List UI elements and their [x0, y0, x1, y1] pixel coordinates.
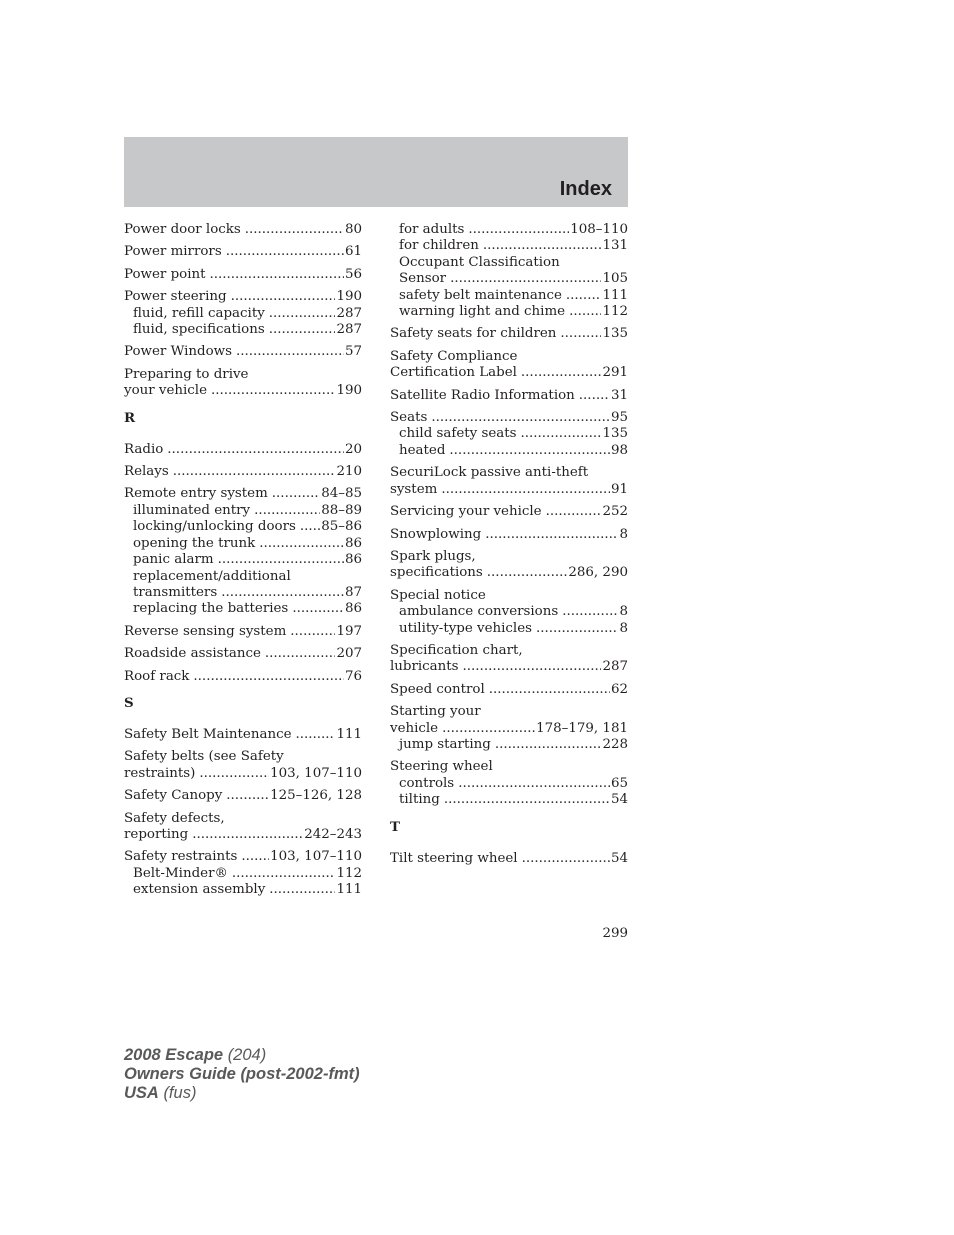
entry-page-ref: 287: [336, 322, 362, 338]
footer-guide: Owners Guide (post-2002-fmt): [124, 1065, 360, 1083]
index-entry: [124, 624, 362, 640]
index-entry-line: [390, 721, 628, 737]
entry-term: Safety Compliance: [390, 348, 518, 364]
dot-leader: [173, 464, 336, 480]
index-subentry-line: [390, 271, 628, 287]
index-entry: [124, 486, 362, 617]
index-entry: [124, 849, 362, 898]
dot-leader: [463, 659, 602, 675]
entry-term: child safety seats: [399, 426, 517, 442]
index-entry-line: [390, 759, 628, 775]
index-subentry-line: [390, 426, 628, 442]
index-entry: [124, 669, 362, 685]
dot-leader: [269, 882, 335, 898]
index-entry-line: [124, 788, 362, 804]
entry-term: for adults: [399, 222, 465, 237]
index-entry: [390, 527, 628, 543]
entry-page-ref: 8: [619, 620, 628, 636]
page-title: Index: [559, 178, 612, 200]
dot-leader: [444, 792, 610, 808]
dot-leader: [442, 721, 535, 737]
index-entry-line: [390, 388, 628, 404]
index-entry: [124, 727, 362, 743]
entry-page-ref: 86: [344, 552, 362, 568]
dot-leader: [236, 344, 344, 360]
entry-page-ref: 197: [336, 623, 362, 639]
entry-term: for children: [399, 238, 479, 254]
entry-page-ref: 286, 290: [568, 565, 628, 581]
section-letter: S: [124, 694, 134, 711]
index-entry-line: [390, 365, 628, 381]
entry-term: Certification Label: [390, 365, 517, 381]
entry-term: Safety belts (see Safety: [124, 749, 284, 765]
entry-page-ref: 190: [336, 383, 362, 399]
entry-page-ref: 98: [610, 442, 628, 458]
index-entry: [124, 749, 362, 782]
entry-term: Special notice: [390, 587, 486, 603]
index-entry: [390, 349, 628, 382]
dot-leader: [562, 604, 618, 620]
dot-leader: [210, 267, 344, 283]
index-subentry-line: [390, 304, 628, 320]
index-subentry-line: [390, 604, 628, 620]
entry-term: Servicing your vehicle: [390, 504, 542, 520]
entry-term: Starting your: [390, 704, 481, 720]
index-entry-line: [124, 486, 362, 502]
index-entry-line: [124, 289, 362, 305]
entry-page-ref: 65: [610, 775, 628, 791]
dot-leader: [441, 482, 610, 498]
entry-page-ref: 62: [610, 681, 628, 697]
footer-model: 2008 Escape: [124, 1046, 224, 1064]
index-entry-line: [390, 565, 628, 581]
dot-leader: [495, 737, 602, 753]
index-entry-line: [124, 669, 362, 685]
entry-term: extension assembly: [133, 882, 266, 898]
dot-leader: [290, 624, 335, 640]
index-entry-line: [390, 482, 628, 498]
entry-page-ref: 135: [602, 426, 628, 442]
dot-leader: [560, 326, 601, 342]
entry-page-ref: 20: [344, 441, 362, 457]
dot-leader: [199, 766, 269, 782]
footer-line-market: [124, 1084, 360, 1103]
entry-page-ref: 252: [602, 504, 628, 520]
index-entry: [390, 704, 628, 753]
entry-term: Reverse sensing system: [124, 623, 287, 639]
index-entry-line: [390, 465, 628, 481]
entry-term: tilting: [399, 792, 440, 808]
dot-leader: [458, 776, 610, 792]
index-entry: [124, 367, 362, 400]
entry-term: panic alarm: [133, 552, 214, 568]
index-entry-line: [390, 682, 628, 698]
index-entry: [124, 344, 362, 360]
entry-term: warning light and chime: [399, 304, 566, 320]
entry-term: system: [390, 481, 438, 497]
entry-page-ref: 287: [336, 305, 362, 321]
entry-term: utility-type vehicles: [399, 620, 532, 636]
entry-term: Power point: [124, 266, 206, 282]
entry-term: vehicle: [390, 720, 439, 736]
section-letter: T: [390, 818, 400, 835]
index-entry: [390, 326, 628, 342]
dot-leader: [468, 222, 569, 238]
entry-term: transmitters: [133, 584, 218, 600]
entry-term: ambulance conversions: [399, 604, 559, 620]
dot-leader: [450, 271, 601, 287]
index-subentry-line: [124, 866, 362, 882]
dot-leader: [431, 410, 610, 426]
dot-leader: [272, 486, 320, 502]
entry-page-ref: 76: [344, 668, 362, 684]
entry-term: Remote entry system: [124, 486, 268, 502]
entry-term: Tilt steering wheel: [390, 850, 518, 866]
entry-term: restraints): [124, 765, 196, 781]
dot-leader: [226, 244, 344, 260]
index-subentry-line: [124, 503, 362, 519]
entry-page-ref: 84–85: [321, 486, 362, 502]
index-subentry-line: [390, 621, 628, 637]
dot-leader: [483, 238, 602, 254]
index-entry: [124, 788, 362, 804]
index-entry-line: [390, 504, 628, 520]
dot-leader: [226, 788, 269, 804]
entry-term: lubricants: [390, 659, 459, 675]
entry-page-ref: 131: [602, 238, 628, 254]
index-column-right: [390, 222, 628, 873]
page-number: 299: [602, 926, 628, 941]
index-entry-line: [390, 659, 628, 675]
index-entry-line: [124, 827, 362, 843]
index-subentry-line: [124, 601, 362, 617]
entry-term: Power door locks: [124, 222, 241, 237]
index-subentry-line: [124, 569, 362, 585]
entry-page-ref: 112: [602, 304, 628, 320]
index-entry: [124, 464, 362, 480]
dot-leader: [241, 849, 269, 865]
entry-term: reporting: [124, 826, 189, 842]
index-subentry-line: [390, 443, 628, 459]
entry-page-ref: 56: [344, 266, 362, 282]
section-letter: R: [124, 409, 136, 426]
index-entry-line: [124, 442, 362, 458]
index-entry: [124, 811, 362, 844]
index-entry-line: [124, 344, 362, 360]
entry-page-ref: 31: [610, 387, 628, 403]
dot-leader: [579, 388, 610, 404]
index-entry: [124, 222, 362, 238]
entry-page-ref: 8: [619, 526, 628, 542]
entry-page-ref: 88–89: [321, 502, 362, 518]
entry-page-ref: 105: [602, 271, 628, 287]
dot-leader: [566, 288, 602, 304]
index-entry-line: [390, 527, 628, 543]
index-entry-line: [124, 766, 362, 782]
index-entry: [124, 442, 362, 458]
entry-term: Safety defects,: [124, 810, 225, 826]
footer-line-guide: [124, 1065, 360, 1084]
index-entry-line: [124, 244, 362, 260]
entry-page-ref: 111: [336, 726, 362, 742]
entry-term: fluid, refill capacity: [133, 305, 265, 321]
dot-leader: [167, 442, 344, 458]
index-subentry-line: [390, 238, 628, 254]
entry-page-ref: 80: [344, 222, 362, 237]
index-entry-line: [124, 464, 362, 480]
index-subentry-line: [390, 222, 628, 238]
index-subentry-line: [390, 255, 628, 271]
entry-page-ref: 103, 107–110: [270, 849, 362, 865]
entry-page-ref: 87: [344, 584, 362, 600]
entry-term: Power Windows: [124, 344, 232, 360]
footer-line-model: [124, 1046, 360, 1065]
dot-leader: [292, 601, 344, 617]
entry-page-ref: 86: [344, 535, 362, 551]
index-entry-line: [390, 326, 628, 342]
entry-term: Relays: [124, 464, 169, 480]
entry-page-ref: 112: [336, 865, 362, 881]
dot-leader: [231, 289, 336, 305]
header-band: [124, 137, 628, 207]
index-entry-line: [390, 704, 628, 720]
entry-term: Power mirrors: [124, 244, 222, 260]
entry-page-ref: 57: [344, 344, 362, 360]
entry-term: locking/unlocking doors: [133, 519, 296, 535]
entry-page-ref: 210: [336, 464, 362, 480]
dot-leader: [521, 426, 602, 442]
entry-term: Belt-Minder®: [133, 865, 228, 881]
dot-leader: [265, 646, 336, 662]
index-subentry-line: [390, 776, 628, 792]
index-entry: [390, 549, 628, 582]
index-subentry-line: [124, 552, 362, 568]
dot-leader: [489, 682, 610, 698]
index-entry: [390, 504, 628, 520]
entry-page-ref: 91: [610, 481, 628, 497]
entry-term: Power steering: [124, 289, 227, 305]
entry-term: Spark plugs,: [390, 548, 476, 564]
index-entry-line: [124, 646, 362, 662]
index-entry: [390, 759, 628, 808]
entry-page-ref: 242–243: [304, 826, 362, 842]
dot-leader: [192, 827, 303, 843]
index-subentry-line: [124, 519, 362, 535]
dot-leader: [487, 565, 568, 581]
entry-term: safety belt maintenance: [399, 287, 562, 303]
index-entry-line: [124, 749, 362, 765]
entry-page-ref: 178–179, 181: [536, 720, 628, 736]
index-subentry-line: [390, 737, 628, 753]
dot-leader: [269, 306, 336, 322]
index-entry: [390, 682, 628, 698]
index-subentry-line: [124, 882, 362, 898]
entry-term: illuminated entry: [133, 502, 251, 518]
entry-page-ref: 190: [336, 289, 362, 305]
index-entry-line: [390, 643, 628, 659]
entry-term: Preparing to drive: [124, 366, 249, 382]
entry-term: jump starting: [399, 736, 491, 752]
dot-leader: [536, 621, 618, 637]
entry-term: Satellite Radio Information: [390, 387, 575, 403]
entry-page-ref: 85–86: [321, 519, 362, 535]
entry-term: specifications: [390, 565, 483, 581]
dot-leader: [546, 504, 602, 520]
entry-term: Roadside assistance: [124, 646, 261, 662]
index-subentry-line: [124, 322, 362, 338]
index-entry: [390, 222, 628, 320]
dot-leader: [300, 519, 320, 535]
entry-term: Safety Belt Maintenance: [124, 726, 292, 742]
dot-leader: [211, 383, 335, 399]
index-entry-line: [124, 267, 362, 283]
entry-term: Safety restraints: [124, 849, 238, 865]
index-entry-line: [124, 222, 362, 238]
dot-leader: [521, 365, 602, 381]
dot-leader: [269, 322, 336, 338]
dot-leader: [569, 304, 601, 320]
entry-page-ref: 287: [602, 659, 628, 675]
entry-term: replacement/additional: [133, 568, 291, 584]
entry-term: Sensor: [399, 271, 447, 287]
index-entry: [390, 643, 628, 676]
index-entry-line: [124, 624, 362, 640]
entry-term: opening the trunk: [133, 535, 256, 551]
document-footer: [124, 1046, 360, 1103]
entry-term: your vehicle: [124, 383, 208, 399]
index-entry-line: [390, 588, 628, 604]
footer-market: USA: [124, 1084, 159, 1102]
index-entry-line: [124, 367, 362, 383]
index-subentry-line: [124, 536, 362, 552]
index-entry-line: [124, 849, 362, 865]
entry-term: controls: [399, 775, 455, 791]
index-entry-line: [390, 410, 628, 426]
entry-page-ref: 8: [619, 604, 628, 620]
dot-leader: [485, 527, 618, 543]
index-entry: [124, 646, 362, 662]
footer-market-code: (fus): [163, 1084, 197, 1102]
dot-leader: [449, 443, 610, 459]
index-entry-line: [124, 811, 362, 827]
entry-page-ref: 103, 107–110: [270, 765, 362, 781]
entry-page-ref: 291: [602, 365, 628, 381]
index-entry: [390, 465, 628, 498]
index-entry: [390, 588, 628, 637]
index-entry: [390, 388, 628, 404]
index-entry: [390, 851, 628, 867]
entry-page-ref: 135: [602, 326, 628, 342]
index-entry-line: [124, 383, 362, 399]
entry-term: Safety Canopy: [124, 788, 223, 804]
entry-term: Steering wheel: [390, 759, 493, 775]
dot-leader: [193, 669, 344, 685]
index-entry: [124, 289, 362, 338]
entry-page-ref: 111: [602, 287, 628, 303]
entry-term: replacing the batteries: [133, 601, 289, 617]
dot-leader: [522, 851, 610, 867]
entry-term: Seats: [390, 410, 428, 426]
entry-term: Snowplowing: [390, 526, 482, 542]
dot-leader: [245, 222, 344, 238]
entry-page-ref: 111: [336, 882, 362, 898]
entry-term: Safety seats for children: [390, 326, 557, 342]
entry-page-ref: 86: [344, 601, 362, 617]
index-entry-line: [390, 549, 628, 565]
entry-term: SecuriLock passive anti-theft: [390, 465, 589, 481]
entry-term: Roof rack: [124, 668, 190, 684]
index-subentry-line: [390, 792, 628, 808]
dot-leader: [259, 536, 344, 552]
index-entry: [390, 410, 628, 459]
entry-term: Specification chart,: [390, 642, 523, 658]
entry-page-ref: 108–110: [570, 222, 628, 237]
index-subentry-line: [390, 288, 628, 304]
index-entry: [124, 244, 362, 260]
entry-page-ref: 54: [610, 850, 628, 866]
entry-term: Speed control: [390, 681, 485, 697]
entry-term: heated: [399, 442, 446, 458]
dot-leader: [254, 503, 320, 519]
index-column-left: [124, 222, 362, 905]
dot-leader: [221, 585, 344, 601]
entry-page-ref: 228: [602, 736, 628, 752]
entry-term: Occupant Classification: [399, 254, 560, 270]
entry-page-ref: 54: [610, 792, 628, 808]
dot-leader: [232, 866, 336, 882]
dot-leader: [218, 552, 344, 568]
entry-page-ref: 207: [336, 646, 362, 662]
dot-leader: [296, 727, 336, 743]
entry-page-ref: 95: [610, 410, 628, 426]
index-subentry-line: [124, 306, 362, 322]
entry-term: fluid, specifications: [133, 322, 265, 338]
footer-model-code: (204): [227, 1046, 267, 1064]
index-subentry-line: [124, 585, 362, 601]
index-entry: [124, 267, 362, 283]
entry-page-ref: 61: [344, 244, 362, 260]
entry-term: Radio: [124, 441, 164, 457]
entry-page-ref: 125–126, 128: [270, 788, 362, 804]
index-entry-line: [390, 851, 628, 867]
index-entry-line: [390, 349, 628, 365]
index-entry-line: [124, 727, 362, 743]
